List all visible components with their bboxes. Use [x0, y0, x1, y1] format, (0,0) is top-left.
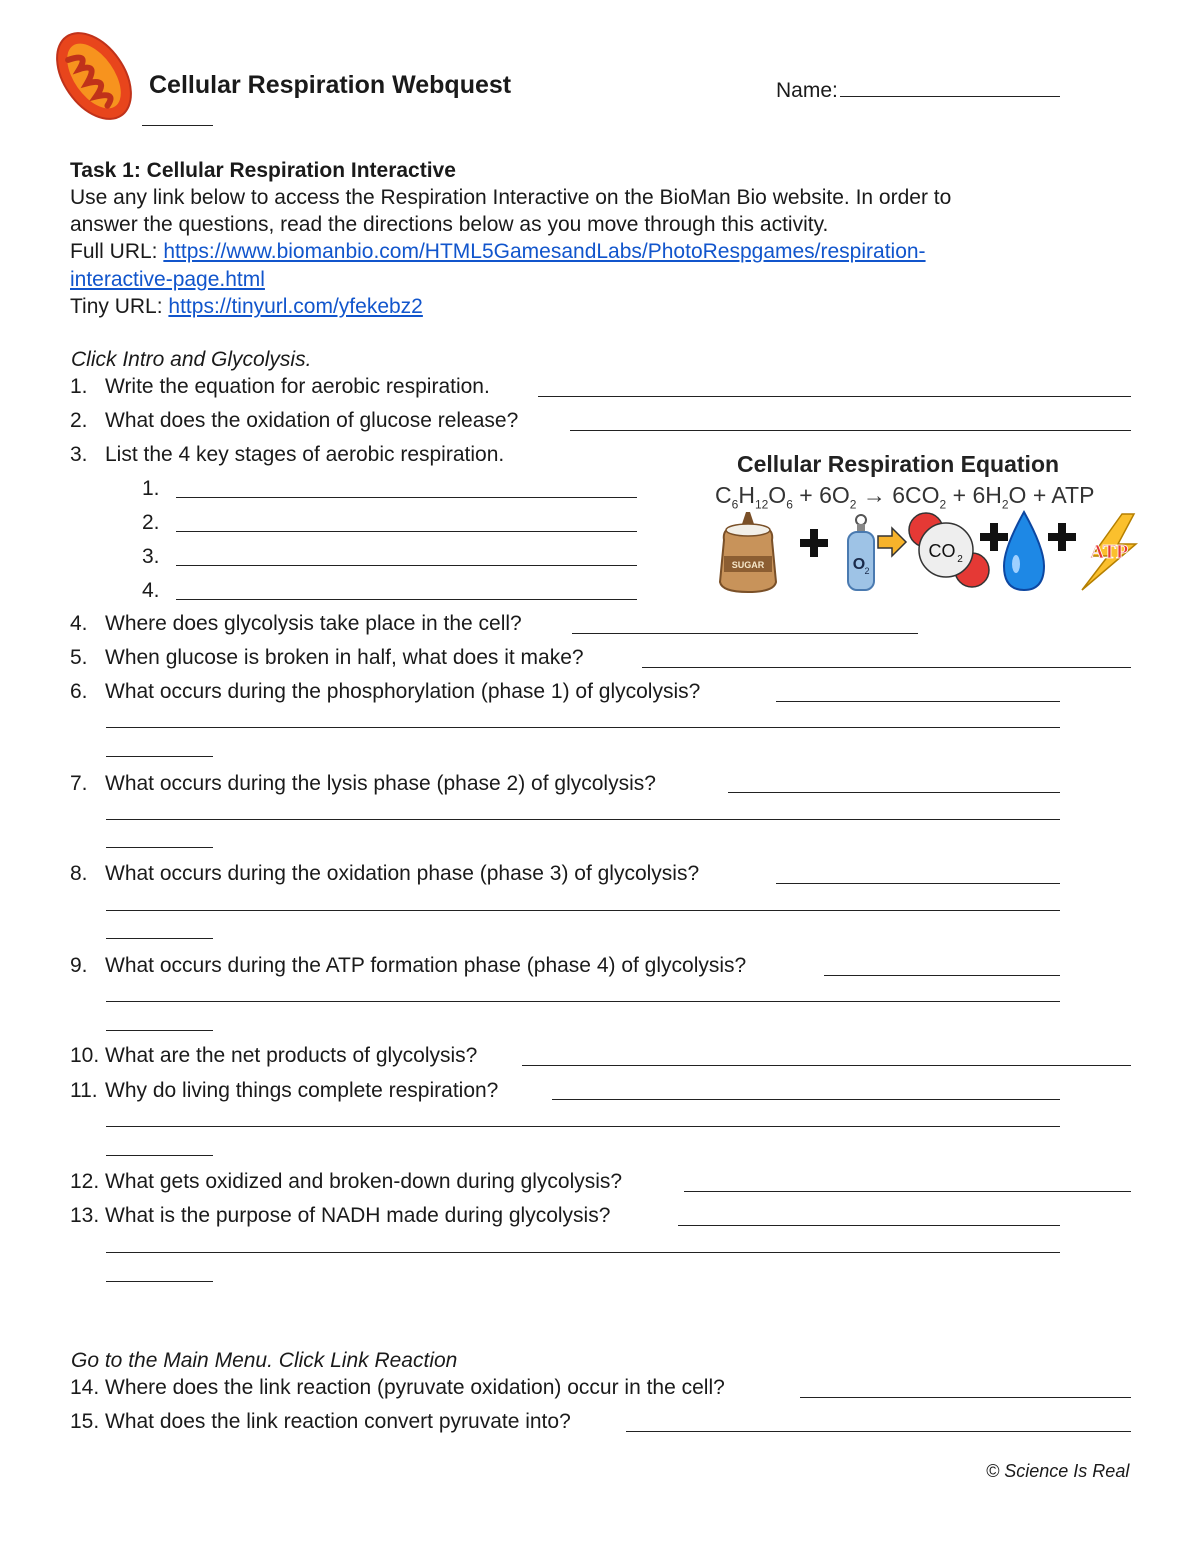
answer-line[interactable] [678, 1225, 1060, 1226]
stage-number: 3. [142, 545, 160, 568]
question-number: 15. [70, 1410, 100, 1433]
answer-line[interactable] [522, 1065, 1131, 1066]
question-text: What occurs during the lysis phase (phase 2) of glycolysis? [105, 772, 656, 795]
water-drop-icon [1004, 512, 1044, 590]
question-number: 12. [70, 1170, 100, 1193]
name-field[interactable] [840, 96, 1060, 97]
equation-formula: $C_6H_{12}O_6 + 6O_2 \to 6CO_2 + 6H_2O$ + ATP [715, 482, 1095, 512]
question-number: 13. [70, 1204, 100, 1227]
equation-illustration [714, 508, 1144, 596]
task1-heading: Task 1: Cellular Respiration Interactive [70, 159, 456, 182]
task1-intro-line1: Use any link below to access the Respiration Interactive on the BioMan Bio website. In order to [70, 186, 952, 209]
answer-line[interactable] [776, 883, 1060, 884]
sugar-sack-icon [720, 512, 776, 592]
answer-line[interactable] [106, 819, 1060, 820]
question-number: 1. [70, 375, 88, 398]
oxygen-label: O [852, 556, 866, 573]
question-number: 4. [70, 612, 88, 635]
question-text: What does the link reaction convert pyruvate into? [105, 1410, 571, 1433]
stage-answer-line[interactable] [176, 565, 637, 566]
stage-answer-line[interactable] [176, 497, 637, 498]
atp-lightning-icon [1082, 514, 1136, 590]
answer-line[interactable] [684, 1191, 1131, 1192]
name-field-continuation[interactable] [142, 125, 213, 126]
answer-line[interactable] [642, 667, 1131, 668]
question-number: 8. [70, 862, 88, 885]
answer-line[interactable] [538, 396, 1131, 397]
tiny-url-line [70, 293, 423, 320]
plus-icon [1048, 523, 1076, 551]
section1-instruction: Click Intro and Glycolysis. [71, 348, 312, 371]
task1-intro-line2: answer the questions, read the directions below as you move through this activity. [70, 213, 829, 236]
stage-answer-line[interactable] [176, 531, 637, 532]
answer-line[interactable] [106, 1155, 213, 1156]
name-label: Name: [776, 79, 838, 102]
answer-line[interactable] [728, 792, 1060, 793]
full-url-line [70, 238, 926, 265]
page-title: Cellular Respiration Webquest [149, 71, 512, 99]
answer-line[interactable] [106, 910, 1060, 911]
co2-molecule-icon [909, 513, 989, 587]
full-url-label: Full URL: [70, 240, 164, 263]
tiny-url-label: Tiny URL: [70, 295, 169, 318]
answer-line[interactable] [776, 701, 1060, 702]
stage-number: 4. [142, 579, 160, 602]
answer-line[interactable] [570, 430, 1131, 431]
question-text: Where does the link reaction (pyruvate oxidation) occur in the cell? [105, 1376, 725, 1399]
stage-number: 1. [142, 477, 160, 500]
answer-line[interactable] [106, 756, 213, 757]
stage-number: 2. [142, 511, 160, 534]
answer-line[interactable] [800, 1397, 1131, 1398]
question-text: Write the equation for aerobic respiration. [105, 375, 490, 398]
answer-line[interactable] [106, 1281, 213, 1282]
question-text: What does the oxidation of glucose release? [105, 409, 519, 432]
question-number: 5. [70, 646, 88, 669]
question-number: 2. [70, 409, 88, 432]
answer-line[interactable] [106, 938, 213, 939]
copyright: © Science Is Real [986, 1461, 1130, 1481]
question-text: What occurs during the oxidation phase (phase 3) of glycolysis? [105, 862, 700, 885]
question-number: 3. [70, 443, 88, 466]
answer-line[interactable] [572, 633, 918, 634]
question-text: When glucose is broken in half, what does it make? [105, 646, 584, 669]
co2-sub: 2 [957, 554, 963, 565]
equation-title: Cellular Respiration Equation [737, 451, 1060, 477]
question-number: 7. [70, 772, 88, 795]
question-number: 10. [70, 1044, 100, 1067]
question-text: Why do living things complete respiration? [105, 1079, 499, 1102]
stage-answer-line[interactable] [176, 599, 637, 600]
plus-icon [800, 529, 828, 557]
answer-line[interactable] [552, 1099, 1060, 1100]
question-text: What is the purpose of NADH made during glycolysis? [105, 1204, 611, 1227]
answer-line[interactable] [824, 975, 1060, 976]
question-text: What are the net products of glycolysis? [105, 1044, 478, 1067]
question-number: 6. [70, 680, 88, 703]
question-number: 9. [70, 954, 88, 977]
plus-icon [980, 523, 1008, 551]
oxygen-sub: 2 [864, 566, 870, 576]
section2-instruction: Go to the Main Menu. Click Link Reaction [71, 1349, 458, 1372]
full-url-link-cont[interactable]: interactive-page.html [70, 268, 265, 291]
co2-label: CO [928, 541, 956, 561]
answer-line[interactable] [106, 1001, 1060, 1002]
atp-label: ATP [1089, 541, 1129, 563]
question-number: 14. [70, 1376, 100, 1399]
oxygen-tank-icon [848, 515, 874, 590]
tiny-url-link[interactable]: https://tinyurl.com/yfekebz2 [168, 295, 423, 318]
answer-line[interactable] [106, 727, 1060, 728]
question-text: What gets oxidized and broken-down during glycolysis? [105, 1170, 623, 1193]
mitochondrion-icon [48, 24, 140, 128]
full-url-link[interactable]: https://www.biomanbio.com/HTML5GamesandLabs/PhotoRespgames/respiration- [163, 240, 926, 263]
question-number: 11. [70, 1079, 98, 1102]
sugar-label: SUGAR [731, 560, 765, 570]
question-text: List the 4 key stages of aerobic respiration. [105, 443, 505, 466]
question-text: Where does glycolysis take place in the cell? [105, 612, 522, 635]
answer-line[interactable] [106, 1252, 1060, 1253]
answer-line[interactable] [106, 1126, 1060, 1127]
question-text: What occurs during the ATP formation phase (phase 4) of glycolysis? [105, 954, 747, 977]
answer-line[interactable] [106, 1030, 213, 1031]
question-text: What occurs during the phosphorylation (phase 1) of glycolysis? [105, 680, 701, 703]
answer-line[interactable] [626, 1431, 1131, 1432]
reaction-arrow-icon [878, 528, 906, 556]
answer-line[interactable] [106, 847, 213, 848]
